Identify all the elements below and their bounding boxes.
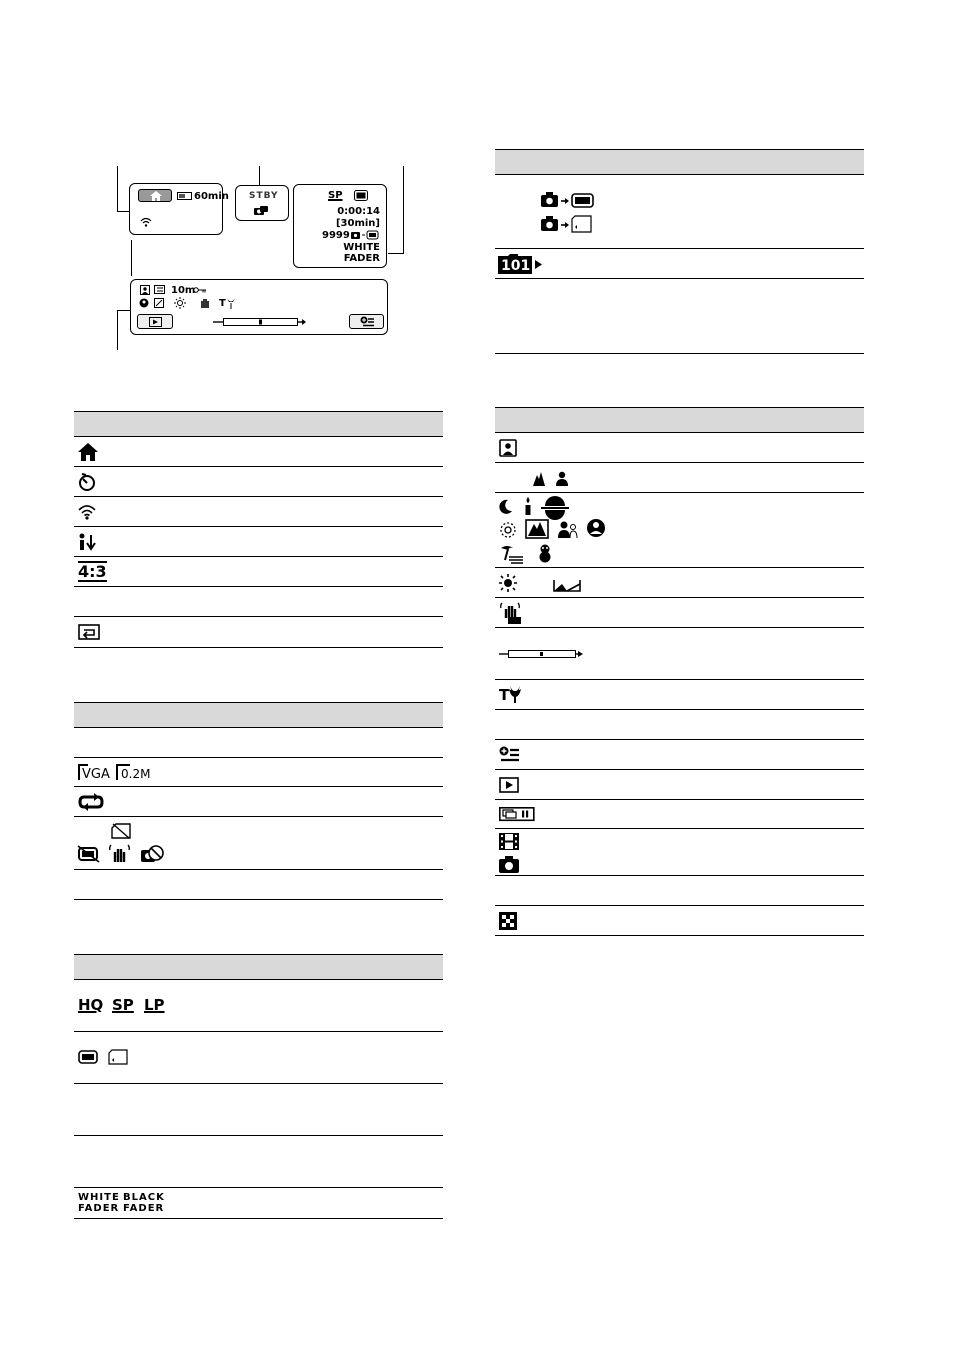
table-row <box>495 906 864 936</box>
table-row <box>495 800 864 829</box>
mosaic-icon <box>499 912 517 930</box>
backlight-icon <box>553 578 581 592</box>
table-row <box>74 980 443 1032</box>
folder-number: 101 <box>501 258 531 274</box>
personal-menu-icon <box>499 746 519 764</box>
table-row <box>495 628 864 680</box>
table-header <box>74 702 443 728</box>
left-table-3 <box>74 954 443 1219</box>
photo-count: 9999 <box>322 230 350 241</box>
tele-macro-t: T <box>499 686 510 704</box>
standby-box <box>235 185 289 221</box>
zoom-bar-icon <box>213 318 308 326</box>
remaining: [30min] <box>335 218 380 229</box>
right-table-1 <box>495 149 864 354</box>
play-icon <box>149 317 162 327</box>
table-row <box>74 1188 443 1219</box>
table-row <box>74 787 443 817</box>
play-icon <box>499 777 519 793</box>
quality-hq: HQ <box>78 996 104 1014</box>
interval-rec-icon <box>154 285 168 295</box>
steadyshot-icon <box>199 297 211 309</box>
personal-menu-button[interactable] <box>349 314 384 329</box>
counter: 0:00:14 <box>337 206 380 217</box>
recording-info-box <box>293 184 387 268</box>
table-row <box>74 728 443 758</box>
table-row <box>74 587 443 617</box>
left-table-1 <box>74 411 443 648</box>
table-row <box>495 598 864 628</box>
left-table-2 <box>74 702 443 900</box>
play-arrow-icon <box>535 260 542 269</box>
camera-mode-icon <box>254 206 268 215</box>
table-row <box>74 758 443 787</box>
memory-card-icon <box>108 1049 128 1065</box>
table-row <box>495 463 864 493</box>
sunrise-sunset-icon <box>541 497 569 517</box>
table-row <box>495 829 864 876</box>
black-fader-label-2: FADER <box>123 1203 165 1214</box>
table-row <box>74 467 443 497</box>
slideshow-icon <box>499 807 535 821</box>
face-detection-icon <box>140 285 150 295</box>
portrait-icon <box>556 471 568 486</box>
self-timer-icon <box>78 473 96 491</box>
recording-guide-icon <box>78 533 98 551</box>
table-row <box>74 1136 443 1188</box>
table-header <box>74 954 443 980</box>
zoom-bar-icon <box>499 650 583 658</box>
key-icon <box>193 287 207 293</box>
table-row <box>74 870 443 900</box>
spotlight-icon <box>586 518 606 538</box>
interval: 10m <box>171 285 196 296</box>
table-row <box>495 279 864 354</box>
aspect-4-3-label: 4:3 <box>78 562 107 581</box>
memory-icon <box>354 190 368 201</box>
white-fader-label-1: WHITE <box>78 1192 120 1203</box>
table-row <box>74 557 443 587</box>
table-row <box>495 433 864 463</box>
table-row <box>74 617 443 648</box>
table-row <box>495 493 864 568</box>
table-row <box>74 1084 443 1136</box>
table-row <box>495 876 864 906</box>
right-table-2 <box>495 407 864 936</box>
sunlight-icon <box>174 297 186 309</box>
candle-icon <box>524 497 532 515</box>
camera-icon <box>499 856 519 873</box>
table-row <box>495 770 864 800</box>
table-row <box>495 710 864 740</box>
wireless-icon <box>78 504 96 520</box>
white-fader-label-2: FADER <box>78 1203 120 1214</box>
night-scene-icon <box>499 499 513 515</box>
quality-sp: SP <box>112 996 134 1014</box>
quality-lp: LP <box>144 996 165 1014</box>
tele-macro-icon <box>509 685 521 703</box>
status-box-left <box>129 183 229 235</box>
table-row <box>495 740 864 770</box>
home-icon <box>150 191 162 201</box>
steadyshot-off-icon <box>108 844 132 864</box>
home-button[interactable] <box>138 189 172 202</box>
steadyshot-off-icon <box>499 602 521 624</box>
landscape-icon <box>533 472 545 486</box>
repeat-icon <box>78 793 104 811</box>
home-icon <box>78 443 98 461</box>
fireworks-icon <box>499 521 517 539</box>
vga-label: VGA <box>82 767 110 782</box>
fader-line-2: FADER <box>343 253 380 264</box>
table-row <box>495 680 864 710</box>
exposure-icon <box>499 574 517 592</box>
image-size-label: 0.2M <box>121 767 151 781</box>
photo-to-internal-icon <box>541 192 595 208</box>
landscape-box-icon <box>525 519 549 539</box>
table-row <box>74 527 443 557</box>
fader-line-1: WHITE <box>343 242 380 253</box>
battery-warning-icon <box>78 845 100 863</box>
snow-icon <box>537 543 553 563</box>
standby-label: STBY <box>249 191 279 201</box>
film-icon <box>499 833 519 850</box>
table-header <box>495 149 864 175</box>
table-row <box>74 437 443 467</box>
backlight-box-icon <box>154 298 164 308</box>
photo-to-card-icon <box>541 215 595 233</box>
tele-macro-label: T <box>219 298 226 309</box>
photo-media-icon <box>351 230 379 240</box>
black-fader-label-1: BLACK <box>123 1192 165 1203</box>
portrait-group-icon <box>558 520 578 538</box>
play-button[interactable] <box>137 314 173 329</box>
battery-time: 60min <box>194 191 229 202</box>
return-icon <box>78 624 100 640</box>
memory-icon <box>78 1050 98 1064</box>
table-row <box>74 817 443 870</box>
tele-macro-icon <box>226 297 236 309</box>
table-row <box>74 1032 443 1084</box>
bottom-status-box <box>130 279 388 335</box>
table-row <box>495 175 864 249</box>
quality-sp: SP <box>328 190 343 201</box>
table-row <box>495 249 864 279</box>
personal-menu-icon <box>360 316 375 327</box>
battery-icon <box>177 192 193 200</box>
wireless-icon <box>140 217 152 227</box>
camera-shake-icon <box>140 844 164 864</box>
no-card-icon <box>111 823 131 839</box>
face-circle-icon <box>139 298 149 308</box>
table-header <box>74 411 443 437</box>
beach-icon <box>499 544 523 564</box>
face-detection-icon <box>499 439 517 457</box>
table-row <box>74 497 443 527</box>
table-header <box>495 407 864 433</box>
table-row <box>495 568 864 598</box>
